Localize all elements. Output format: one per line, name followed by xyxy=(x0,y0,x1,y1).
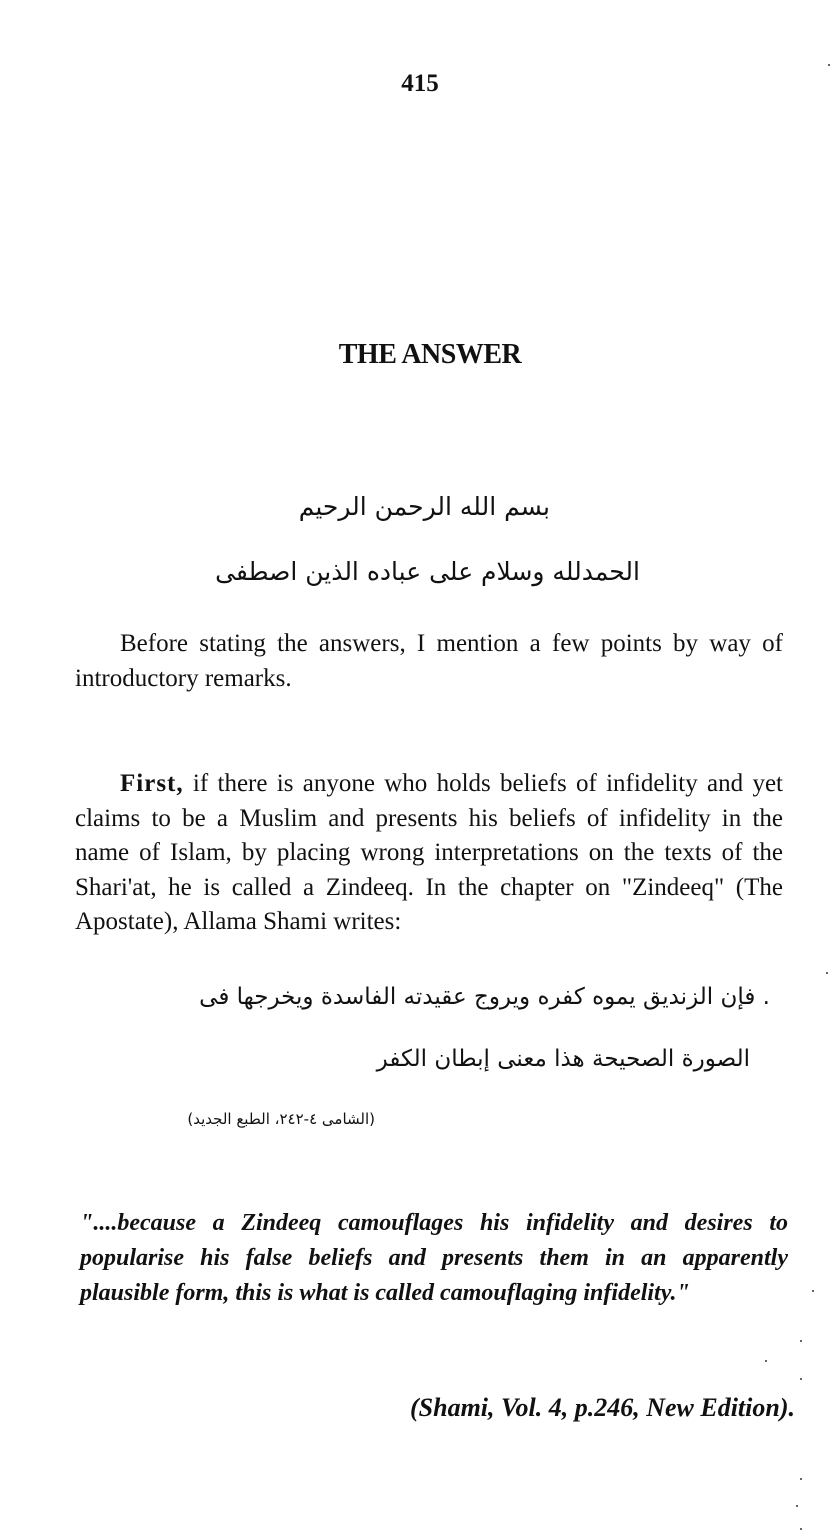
first-paragraph xyxy=(75,767,783,940)
intro-paragraph: Before stating the answers, I mention a few points by way of introductory remarks. xyxy=(75,630,783,692)
page-title: THE ANSWER xyxy=(338,339,522,370)
first-paragraph-text: if there is anyone who holds beliefs of infidelity and yet claims to be a Muslim and presents his beliefs of infidelity in the name of Islam, by placing wrong interpretations on the texts of the Shari'at, he is called a Zindeeq. In the chapter on "Zindeeq" (The Apostate), Allama Shami writes: xyxy=(75,770,783,935)
scan-speck xyxy=(812,1290,814,1292)
scan-speck xyxy=(765,1360,767,1362)
citation: (Shami, Vol. 4, p.246, New Edition). xyxy=(410,1393,795,1422)
scan-speck xyxy=(828,64,830,66)
first-label: First, xyxy=(120,770,184,797)
quote-translation: "....because a Zindeeq camouflages his infidelity and desires to popularise his false beliefs and presents them in an apparently plausible form, this is what is called camouflaging infidelity." xyxy=(80,1210,788,1306)
scan-speck xyxy=(800,1528,802,1530)
arabic-quote-line-2: الصورة الصحيحة هذا معنى إبطان الكفر xyxy=(376,1046,750,1072)
scan-speck xyxy=(800,1478,802,1480)
scan-speck xyxy=(800,1378,802,1380)
scan-speck xyxy=(800,1340,802,1342)
arabic-quote-line-1: . فإن الزنديق يموه كفره ويروج عقيدته الفاسدة ويخرجها فى xyxy=(199,984,770,1010)
bismillah-arabic: بسم الله الرحمن الرحيم xyxy=(298,492,550,521)
page-number: 415 xyxy=(401,70,439,97)
hamd-arabic: الحمدلله وسلام على عباده الذين اصطفى xyxy=(215,557,640,586)
arabic-reference: (الشامى ٤-٢٤٢، الطبع الجديد) xyxy=(187,1110,375,1128)
scan-speck xyxy=(796,1505,798,1507)
scan-speck xyxy=(826,972,828,974)
